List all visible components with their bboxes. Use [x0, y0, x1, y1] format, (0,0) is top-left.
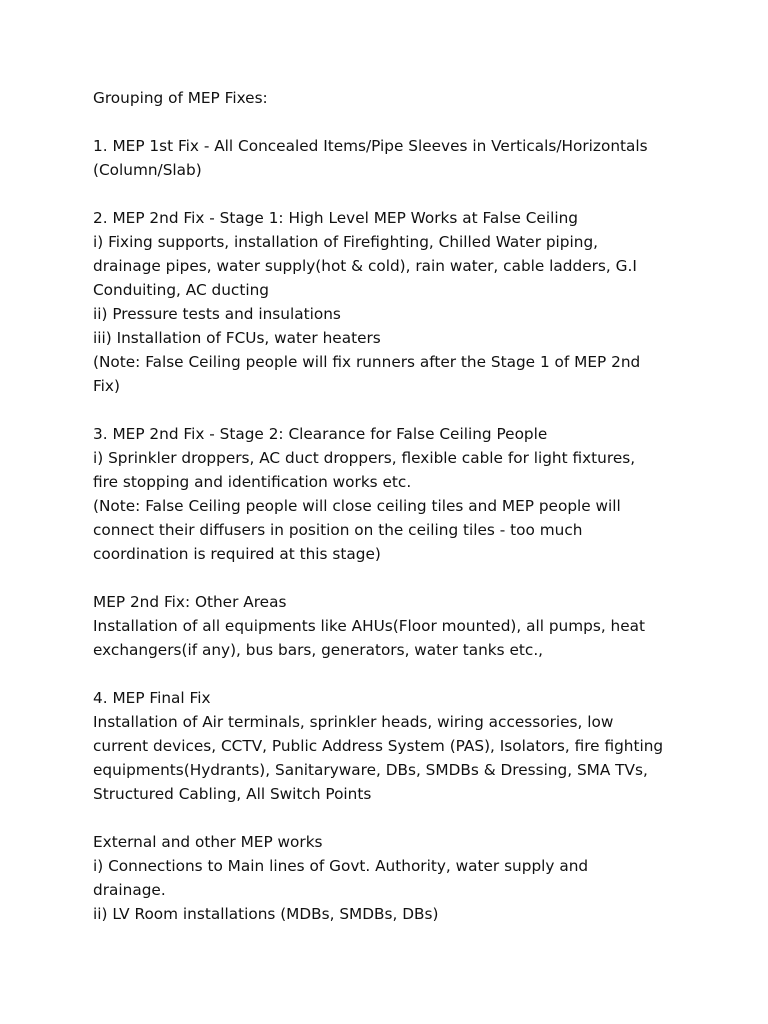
section-text: Installation of all equipments like AHUs(Floor mounted), all pumps, heat [93, 617, 646, 635]
section-text: Fix) [93, 377, 120, 395]
section-heading: 4. MEP Final Fix [93, 689, 211, 707]
paragraph-gap [93, 566, 743, 590]
section-heading: External and other MEP works [93, 833, 323, 851]
paragraph-gap [93, 398, 743, 422]
section-text: iii) Installation of FCUs, water heaters [93, 329, 381, 347]
section-heading: 2. MEP 2nd Fix - Stage 1: High Level MEP Works at False Ceiling [93, 209, 578, 227]
document-title: Grouping of MEP Fixes: [93, 89, 268, 107]
document-page [93, 86, 743, 926]
section-text: (Note: False Ceiling people will close ceiling tiles and MEP people will [93, 497, 621, 515]
section-text: i) Sprinkler droppers, AC duct droppers, flexible cable for light fixtures, [93, 449, 636, 467]
section-text: fire stopping and identification works etc. [93, 473, 412, 491]
section-text: exchangers(if any), bus bars, generators, water tanks etc., [93, 641, 544, 659]
section-text: ii) LV Room installations (MDBs, SMDBs, DBs) [93, 905, 439, 923]
section-text: drainage. [93, 881, 166, 899]
section-mep-1st-fix [93, 134, 743, 182]
section-mep-2nd-fix-stage-2 [93, 422, 743, 566]
section-text: (Note: False Ceiling people will fix runners after the Stage 1 of MEP 2nd [93, 353, 641, 371]
section-mep-final-fix [93, 686, 743, 806]
section-text: coordination is required at this stage) [93, 545, 381, 563]
section-text: (Column/Slab) [93, 161, 202, 179]
section-text: drainage pipes, water supply(hot & cold), rain water, cable ladders, G.I [93, 257, 637, 275]
section-text: current devices, CCTV, Public Address System (PAS), Isolators, fire fighting [93, 737, 664, 755]
section-text: Installation of Air terminals, sprinkler heads, wiring accessories, low [93, 713, 614, 731]
section-heading: MEP 2nd Fix: Other Areas [93, 593, 287, 611]
section-text: ii) Pressure tests and insulations [93, 305, 341, 323]
section-external-mep-works [93, 830, 743, 926]
section-mep-2nd-fix-other-areas [93, 590, 743, 662]
section-heading: 1. MEP 1st Fix - All Concealed Items/Pipe Sleeves in Verticals/Horizontals [93, 137, 648, 155]
section-text: connect their diffusers in position on the ceiling tiles - too much [93, 521, 583, 539]
section-text: Structured Cabling, All Switch Points [93, 785, 372, 803]
section-heading: 3. MEP 2nd Fix - Stage 2: Clearance for False Ceiling People [93, 425, 548, 443]
section-text: equipments(Hydrants), Sanitaryware, DBs, SMDBs & Dressing, SMA TVs, [93, 761, 648, 779]
paragraph-gap [93, 806, 743, 830]
section-text: i) Connections to Main lines of Govt. Authority, water supply and [93, 857, 589, 875]
paragraph-gap [93, 662, 743, 686]
section-text: i) Fixing supports, installation of Firefighting, Chilled Water piping, [93, 233, 599, 251]
paragraph-gap [93, 182, 743, 206]
section-mep-2nd-fix-stage-1 [93, 206, 743, 398]
paragraph-gap [93, 110, 743, 134]
section-text: Conduiting, AC ducting [93, 281, 269, 299]
